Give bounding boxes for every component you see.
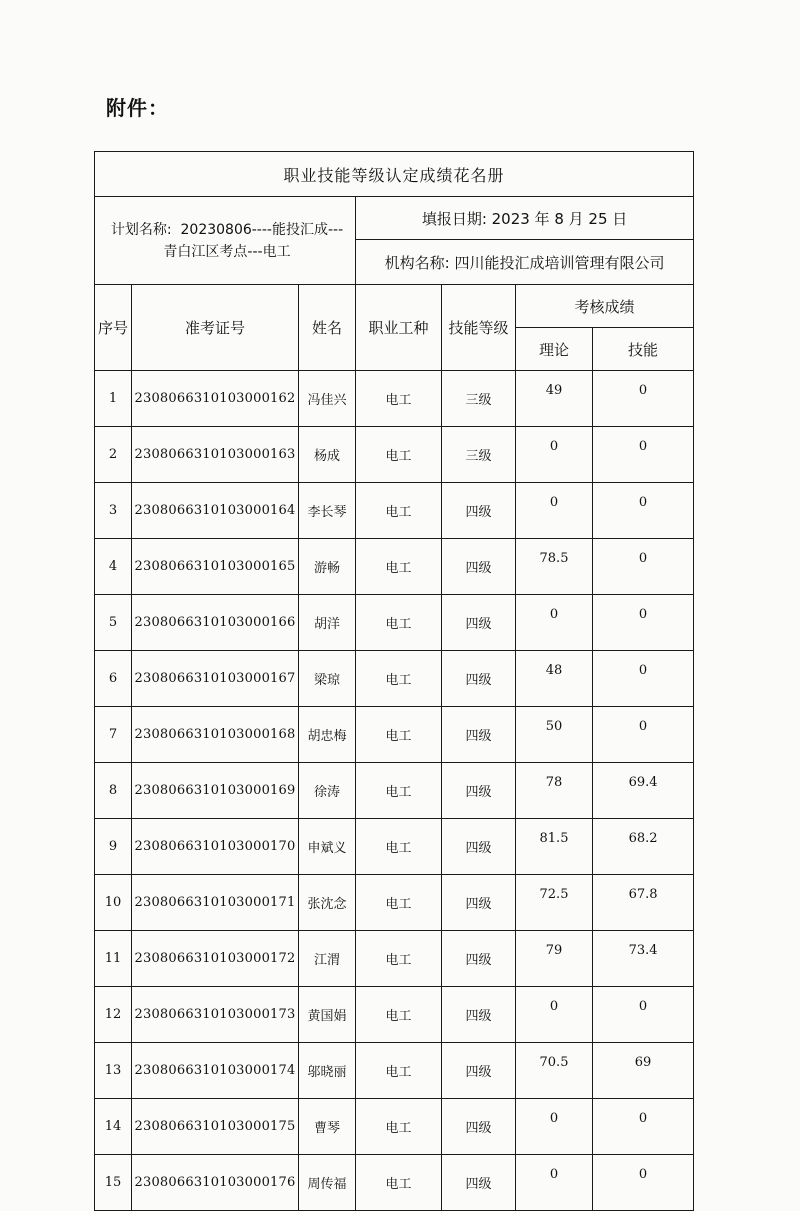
table-row	[95, 595, 694, 651]
row-skill-score: 0	[593, 707, 694, 763]
table-row	[95, 819, 694, 875]
row-trade: 电工	[356, 1155, 442, 1211]
row-trade: 电工	[356, 987, 442, 1043]
row-skill-score: 68.2	[593, 819, 694, 875]
row-theory-score: 78	[516, 763, 593, 819]
row-trade: 电工	[356, 595, 442, 651]
row-seq: 10	[95, 875, 132, 931]
row-name: 黄国娟	[299, 987, 356, 1043]
row-skill-score: 0	[593, 651, 694, 707]
row-ticket-number: 2308066310103000171	[132, 875, 299, 931]
row-skill-level: 四级	[442, 539, 516, 595]
row-name: 张沈念	[299, 875, 356, 931]
header-theory: 理论	[516, 328, 593, 371]
row-skill-score: 0	[593, 1155, 694, 1211]
row-ticket-number: 2308066310103000169	[132, 763, 299, 819]
row-seq: 12	[95, 987, 132, 1043]
row-name: 游畅	[299, 539, 356, 595]
sheet-title: 职业技能等级认定成绩花名册	[95, 152, 694, 197]
table-row	[95, 483, 694, 539]
row-skill-level: 四级	[442, 707, 516, 763]
row-theory-score: 49	[516, 371, 593, 427]
row-theory-score: 50	[516, 707, 593, 763]
row-skill-score: 0	[593, 483, 694, 539]
header-level: 技能等级	[442, 285, 516, 371]
row-skill-score: 0	[593, 595, 694, 651]
table-row	[95, 1043, 694, 1099]
row-name: 周传福	[299, 1155, 356, 1211]
row-skill-level: 三级	[442, 371, 516, 427]
row-seq: 1	[95, 371, 132, 427]
row-name: 曹琴	[299, 1099, 356, 1155]
row-skill-score: 0	[593, 987, 694, 1043]
row-name: 胡忠梅	[299, 707, 356, 763]
row-ticket-number: 2308066310103000175	[132, 1099, 299, 1155]
score-roster-table	[94, 151, 694, 1211]
row-theory-score: 0	[516, 427, 593, 483]
row-skill-level: 四级	[442, 1043, 516, 1099]
row-skill-level: 四级	[442, 1155, 516, 1211]
plan-label: 计划名称:	[110, 221, 172, 238]
row-trade: 电工	[356, 1043, 442, 1099]
row-skill-level: 四级	[442, 819, 516, 875]
row-trade: 电工	[356, 427, 442, 483]
row-theory-score: 79	[516, 931, 593, 987]
row-ticket-number: 2308066310103000173	[132, 987, 299, 1043]
row-trade: 电工	[356, 651, 442, 707]
table-row	[95, 539, 694, 595]
attachment-label: 附件：	[106, 96, 169, 120]
plan-name-cell	[95, 197, 356, 285]
header-scores: 考核成绩	[516, 285, 694, 328]
row-trade: 电工	[356, 875, 442, 931]
row-ticket-number: 2308066310103000165	[132, 539, 299, 595]
table-row	[95, 427, 694, 483]
row-skill-score: 0	[593, 1099, 694, 1155]
row-theory-score: 0	[516, 1155, 593, 1211]
row-theory-score: 70.5	[516, 1043, 593, 1099]
row-trade: 电工	[356, 1099, 442, 1155]
row-ticket-number: 2308066310103000174	[132, 1043, 299, 1099]
row-skill-level: 四级	[442, 651, 516, 707]
row-trade: 电工	[356, 707, 442, 763]
row-ticket-number: 2308066310103000167	[132, 651, 299, 707]
row-seq: 11	[95, 931, 132, 987]
table-row	[95, 371, 694, 427]
row-skill-level: 三级	[442, 427, 516, 483]
table-row	[95, 763, 694, 819]
table-row	[95, 875, 694, 931]
table-row	[95, 1099, 694, 1155]
row-ticket-number: 2308066310103000162	[132, 371, 299, 427]
header-seq: 序号	[95, 285, 132, 371]
row-skill-level: 四级	[442, 483, 516, 539]
row-theory-score: 0	[516, 595, 593, 651]
row-skill-score: 0	[593, 427, 694, 483]
plan-value-line1: 20230806----能投汇成---	[180, 221, 344, 238]
row-ticket-number: 2308066310103000176	[132, 1155, 299, 1211]
row-ticket-number: 2308066310103000172	[132, 931, 299, 987]
organization-name: 机构名称: 四川能投汇成培训管理有限公司	[356, 240, 694, 285]
row-name: 江渭	[299, 931, 356, 987]
row-trade: 电工	[356, 763, 442, 819]
row-name: 邬晓丽	[299, 1043, 356, 1099]
row-theory-score: 48	[516, 651, 593, 707]
row-seq: 13	[95, 1043, 132, 1099]
row-name: 申斌义	[299, 819, 356, 875]
row-ticket-number: 2308066310103000170	[132, 819, 299, 875]
row-name: 徐涛	[299, 763, 356, 819]
row-skill-level: 四级	[442, 875, 516, 931]
row-skill-score: 73.4	[593, 931, 694, 987]
row-skill-level: 四级	[442, 931, 516, 987]
row-ticket-number: 2308066310103000163	[132, 427, 299, 483]
row-skill-level: 四级	[442, 595, 516, 651]
row-theory-score: 0	[516, 1099, 593, 1155]
table-row	[95, 651, 694, 707]
header-trade: 职业工种	[356, 285, 442, 371]
row-seq: 9	[95, 819, 132, 875]
row-skill-score: 0	[593, 539, 694, 595]
row-seq: 5	[95, 595, 132, 651]
row-theory-score: 0	[516, 987, 593, 1043]
row-trade: 电工	[356, 819, 442, 875]
table-row	[95, 987, 694, 1043]
row-ticket-number: 2308066310103000166	[132, 595, 299, 651]
row-name: 冯佳兴	[299, 371, 356, 427]
row-name: 李长琴	[299, 483, 356, 539]
row-seq: 8	[95, 763, 132, 819]
table-row	[95, 707, 694, 763]
row-skill-level: 四级	[442, 1099, 516, 1155]
row-name: 梁琼	[299, 651, 356, 707]
header-ticket: 准考证号	[132, 285, 299, 371]
plan-value-line2: 青白江区考点---电工	[163, 243, 291, 260]
row-theory-score: 78.5	[516, 539, 593, 595]
row-skill-score: 0	[593, 371, 694, 427]
header-name: 姓名	[299, 285, 356, 371]
row-name: 杨成	[299, 427, 356, 483]
table-row	[95, 1155, 694, 1211]
row-skill-level: 四级	[442, 987, 516, 1043]
row-seq: 2	[95, 427, 132, 483]
row-ticket-number: 2308066310103000164	[132, 483, 299, 539]
header-skill: 技能	[593, 328, 694, 371]
row-ticket-number: 2308066310103000168	[132, 707, 299, 763]
row-trade: 电工	[356, 483, 442, 539]
row-skill-level: 四级	[442, 763, 516, 819]
row-trade: 电工	[356, 539, 442, 595]
row-seq: 3	[95, 483, 132, 539]
row-trade: 电工	[356, 371, 442, 427]
table-row	[95, 931, 694, 987]
row-seq: 14	[95, 1099, 132, 1155]
row-seq: 4	[95, 539, 132, 595]
row-seq: 7	[95, 707, 132, 763]
row-name: 胡洋	[299, 595, 356, 651]
row-skill-score: 67.8	[593, 875, 694, 931]
row-skill-score: 69.4	[593, 763, 694, 819]
fill-date: 填报日期: 2023 年 8 月 25 日	[356, 197, 694, 240]
row-skill-score: 69	[593, 1043, 694, 1099]
row-theory-score: 0	[516, 483, 593, 539]
row-theory-score: 81.5	[516, 819, 593, 875]
row-theory-score: 72.5	[516, 875, 593, 931]
row-trade: 电工	[356, 931, 442, 987]
row-seq: 15	[95, 1155, 132, 1211]
row-seq: 6	[95, 651, 132, 707]
